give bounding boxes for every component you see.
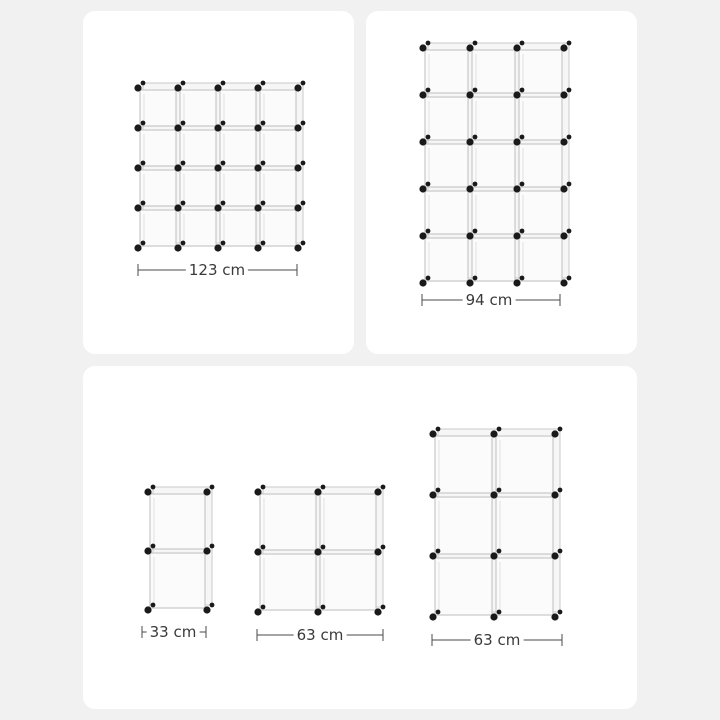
width-label-4x4: 123 cm [186, 262, 248, 278]
width-label-1x2: 33 cm [147, 624, 200, 640]
width-label-2x2: 63 cm [294, 627, 347, 643]
width-label-2x3: 63 cm [471, 632, 524, 648]
width-label-3x5: 94 cm [463, 292, 516, 308]
